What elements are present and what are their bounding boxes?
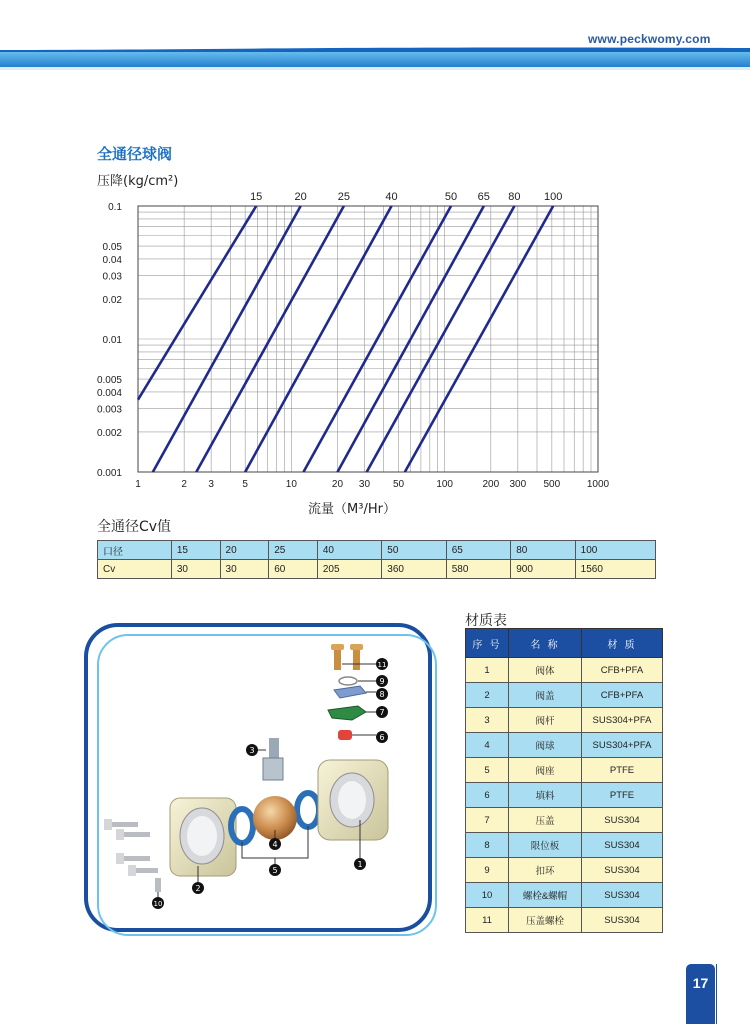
mat-cell: 填料 (509, 783, 582, 808)
mat-cell: SUS304+PFA (582, 733, 663, 758)
cv-cell: 15 (171, 541, 220, 560)
materials-title: 材质表 (465, 613, 507, 629)
svg-text:8: 8 (379, 690, 385, 699)
materials-row (466, 658, 663, 683)
materials-row (466, 733, 663, 758)
gland-part (328, 706, 366, 720)
seat-right-part (297, 793, 319, 827)
x-axis-label: 流量（M³/Hr） (308, 502, 396, 517)
mat-cell: 10 (466, 883, 509, 908)
bolts-nuts-part (104, 819, 161, 892)
materials-header: 材 质 (582, 629, 663, 658)
cv-cell: 100 (575, 541, 655, 560)
x-tick-label: 300 (509, 479, 527, 490)
mat-cell: 阀体 (509, 658, 582, 683)
retaining-ring-part (339, 677, 357, 685)
stop-plate-part (334, 686, 366, 698)
y-tick-label: 0.004 (96, 387, 122, 399)
materials-row (466, 908, 663, 933)
materials-row (466, 683, 663, 708)
part-label-9 (376, 675, 388, 687)
page-title: 全通径球阀 (97, 145, 173, 163)
y-tick-label: 0.001 (96, 468, 122, 479)
page-number-rule (716, 964, 717, 1024)
mat-cell: 11 (466, 908, 509, 933)
mat-cell: 阀盖 (509, 683, 582, 708)
cv-cell: 口径 (98, 541, 172, 560)
materials-row (466, 833, 663, 858)
materials-header-row (466, 629, 663, 658)
valve-cap-part (170, 798, 236, 876)
cv-cell: 65 (446, 541, 510, 560)
series-label-15: 15 (250, 191, 263, 203)
svg-text:10: 10 (153, 900, 163, 908)
materials-row (466, 708, 663, 733)
y-tick-label: 0.005 (96, 375, 122, 387)
x-tick-label: 200 (482, 479, 500, 490)
mat-cell: PTFE (582, 783, 663, 808)
cv-table (97, 540, 656, 579)
y-tick-label: 0.03 (102, 271, 122, 283)
series-label-40: 40 (385, 191, 398, 203)
x-tick-label: 100 (436, 479, 454, 490)
svg-text:1: 1 (357, 860, 363, 869)
y-tick-label: 0.002 (96, 427, 122, 439)
x-tick-label: 1 (135, 479, 141, 490)
svg-text:7: 7 (379, 708, 385, 717)
mat-cell: PTFE (582, 758, 663, 783)
cv-row-size (98, 541, 656, 560)
y-tick-label: 0.003 (96, 404, 122, 416)
mat-cell: 限位板 (509, 833, 582, 858)
mat-cell: 1 (466, 658, 509, 683)
mat-cell: 8 (466, 833, 509, 858)
y-tick-label: 0.02 (102, 294, 122, 306)
part-label-10 (152, 897, 164, 909)
cv-row-values (98, 560, 656, 579)
svg-text:4: 4 (272, 840, 278, 849)
cv-cell: Cv (98, 560, 172, 579)
valve-exploded-diagram (80, 620, 440, 940)
y-tick-label: 0.04 (102, 254, 122, 266)
mat-cell: 2 (466, 683, 509, 708)
part-label-3 (246, 744, 258, 756)
x-tick-label: 500 (543, 479, 561, 490)
materials-row (466, 758, 663, 783)
cv-cell: 30 (220, 560, 269, 579)
part-label-5 (269, 864, 281, 876)
mat-cell: SUS304 (582, 883, 663, 908)
svg-text:6: 6 (379, 733, 385, 742)
gland-bolts-part (331, 644, 363, 670)
cv-cell: 40 (317, 541, 381, 560)
x-tick-label: 3 (208, 479, 214, 490)
series-line-15 (138, 206, 256, 400)
svg-text:9: 9 (379, 677, 385, 686)
part-label-1 (354, 858, 366, 870)
website-url: www.peckwomy.com (588, 32, 711, 46)
materials-row (466, 783, 663, 808)
x-tick-label: 10 (285, 479, 297, 490)
mat-cell: 7 (466, 808, 509, 833)
x-tick-label: 2 (181, 479, 187, 490)
mat-cell: 压盖 (509, 808, 582, 833)
cv-cell: 1560 (575, 560, 655, 579)
part-label-4 (269, 838, 281, 850)
cv-cell: 205 (317, 560, 381, 579)
cv-cell: 360 (382, 560, 446, 579)
cv-cell: 900 (511, 560, 575, 579)
cv-cell: 580 (446, 560, 510, 579)
x-tick-label: 20 (331, 479, 344, 490)
x-tick-label: 30 (358, 479, 371, 490)
packing-part (338, 730, 352, 740)
cv-cell: 25 (269, 541, 318, 560)
part-label-8 (376, 688, 388, 700)
part-label-2 (192, 882, 204, 894)
materials-row (466, 858, 663, 883)
mat-cell: 9 (466, 858, 509, 883)
materials-row (466, 883, 663, 908)
mat-cell: 阀杆 (509, 708, 582, 733)
mat-cell: SUS304 (582, 833, 663, 858)
mat-cell: SUS304 (582, 908, 663, 933)
svg-text:5: 5 (272, 866, 278, 875)
series-label-65: 65 (477, 191, 490, 203)
mat-cell: 阀座 (509, 758, 582, 783)
cv-cell: 80 (511, 541, 575, 560)
cv-cell: 20 (220, 541, 269, 560)
mat-cell: 扣环 (509, 858, 582, 883)
mat-cell: 6 (466, 783, 509, 808)
svg-text:2: 2 (195, 884, 201, 893)
series-label-80: 80 (508, 191, 521, 203)
svg-text:11: 11 (377, 661, 387, 669)
materials-table (465, 628, 663, 933)
mat-cell: 5 (466, 758, 509, 783)
series-label-25: 25 (337, 191, 350, 203)
series-label-100: 100 (543, 191, 563, 203)
part-label-7 (376, 706, 388, 718)
mat-cell: 3 (466, 708, 509, 733)
x-tick-label: 5 (242, 479, 248, 490)
cv-cell: 60 (269, 560, 318, 579)
mat-cell: 4 (466, 733, 509, 758)
x-tick-label: 50 (392, 479, 405, 490)
materials-header: 序 号 (466, 629, 509, 658)
y-axis-label: 压降(kg/cm²) (97, 174, 179, 189)
mat-cell: SUS304+PFA (582, 708, 663, 733)
valve-body-part (318, 760, 388, 840)
stem-part (263, 738, 283, 780)
part-label-6 (376, 731, 388, 743)
mat-cell: 阀球 (509, 733, 582, 758)
mat-cell: CFB+PFA (582, 683, 663, 708)
materials-header: 名 称 (509, 629, 582, 658)
y-tick-label: 0.01 (102, 335, 122, 346)
y-tick-label: 0.05 (102, 242, 122, 254)
x-tick-label: 1000 (586, 479, 610, 490)
cv-table-title: 全通径Cv值 (97, 519, 172, 535)
mat-cell: 压盖螺栓 (509, 908, 582, 933)
mat-cell: SUS304 (582, 808, 663, 833)
mat-cell: CFB+PFA (582, 658, 663, 683)
cv-cell: 30 (171, 560, 220, 579)
series-label-50: 50 (444, 191, 458, 203)
pressure-drop-chart (90, 180, 650, 520)
cv-cell: 50 (382, 541, 446, 560)
mat-cell: 螺栓&螺帽 (509, 883, 582, 908)
materials-row (466, 808, 663, 833)
part-label-11 (376, 658, 388, 670)
page-number: 17 (686, 964, 715, 1024)
y-tick-label: 0.1 (108, 202, 122, 213)
mat-cell: SUS304 (582, 858, 663, 883)
header-bar (0, 46, 750, 72)
svg-text:3: 3 (249, 746, 255, 755)
series-label-20: 20 (294, 191, 307, 203)
